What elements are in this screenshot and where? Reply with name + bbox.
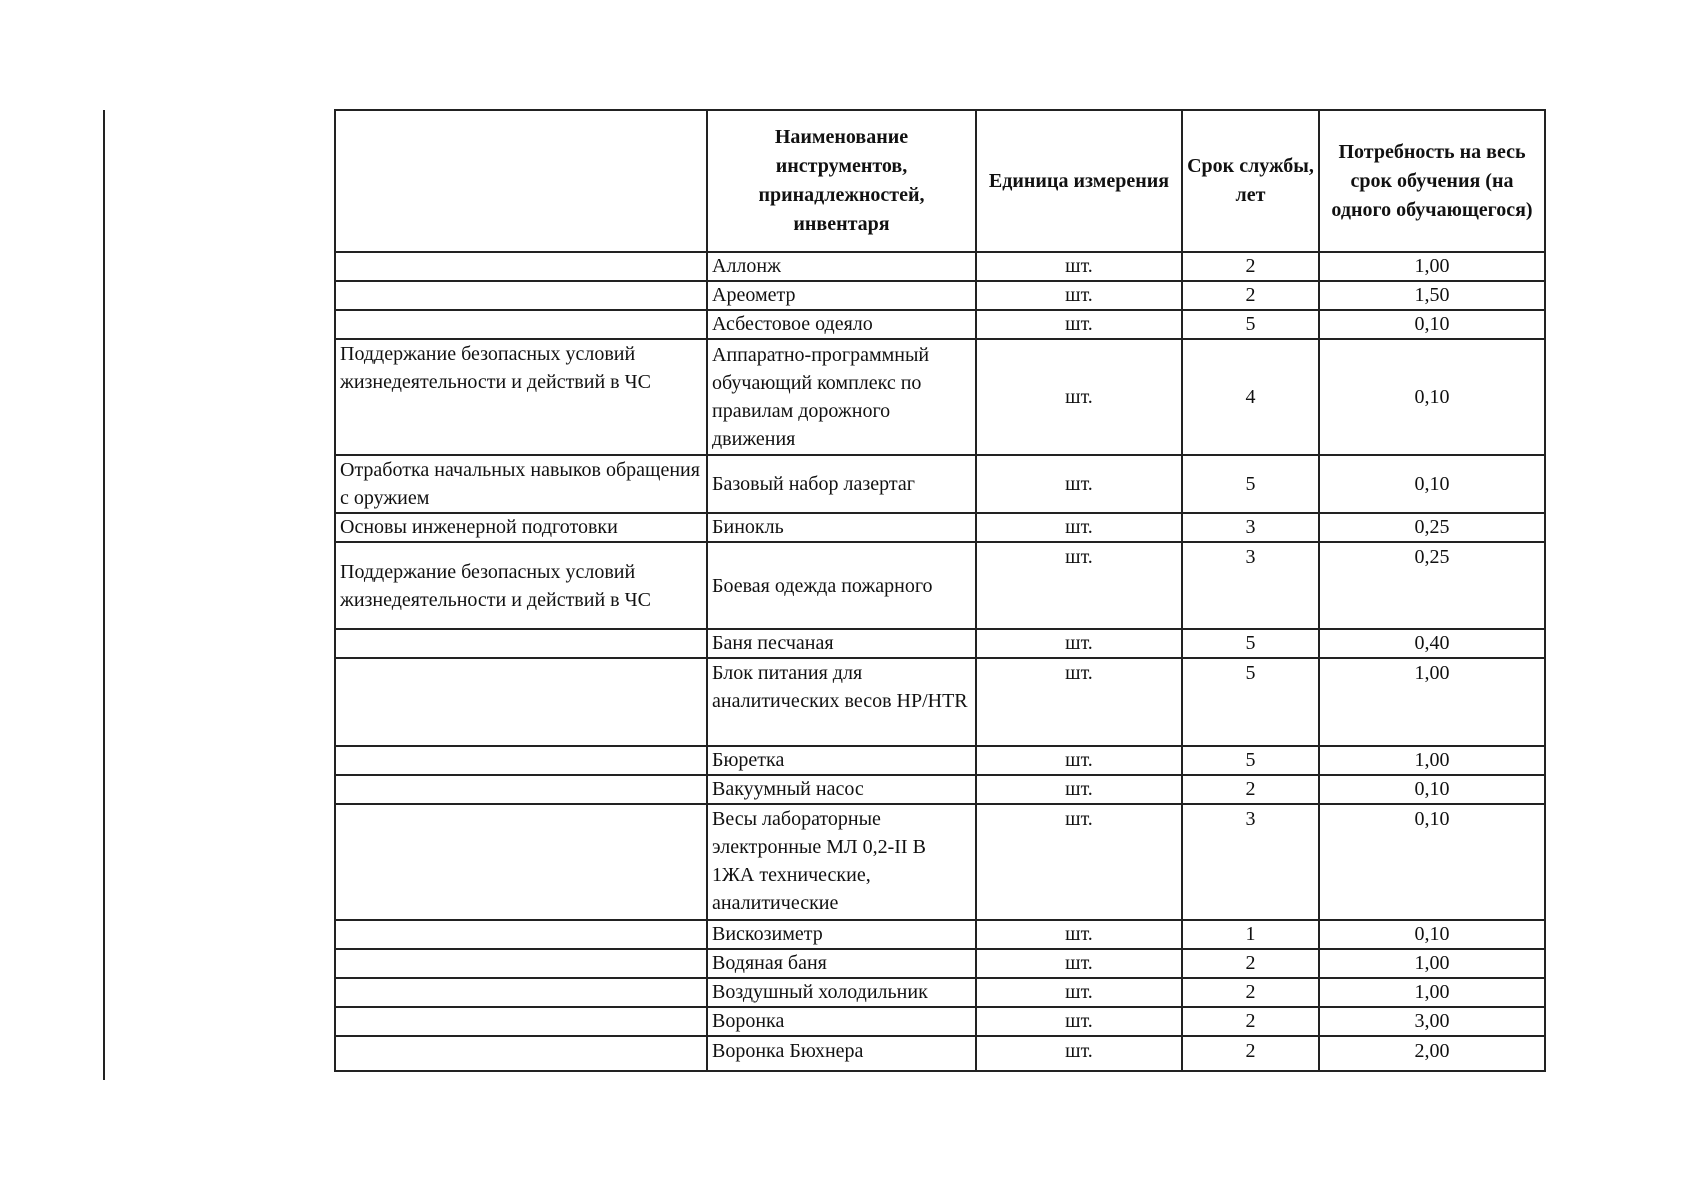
cell-area: Основы инженерной подготовки: [335, 513, 707, 542]
cell-unit: шт.: [976, 746, 1182, 775]
table-row: [335, 920, 1545, 949]
cell-unit: шт.: [976, 804, 1182, 920]
cell-need: 2,00: [1319, 1036, 1545, 1071]
header-need: Потребность на весь срок обучения (на одного обучающегося): [1319, 110, 1545, 252]
cell-name: Аппаратно-программный обучающий комплекс по правилам дорожного движения: [707, 339, 976, 455]
cell-need: 0,10: [1319, 920, 1545, 949]
cell-unit: шт.: [976, 455, 1182, 513]
cell-need: 1,00: [1319, 252, 1545, 281]
cell-area: Отработка начальных навыков обращения с оружием: [335, 455, 707, 513]
cell-name: Вакуумный насос: [707, 775, 976, 804]
table-row: [335, 804, 1545, 920]
cell-area: Поддержание безопасных условий жизнедеятельности и действий в ЧС: [335, 339, 707, 455]
cell-service-life: 5: [1182, 658, 1319, 746]
cell-name: Вискозиметр: [707, 920, 976, 949]
cell-need: 0,25: [1319, 513, 1545, 542]
cell-service-life: 2: [1182, 252, 1319, 281]
cell-area: [335, 746, 707, 775]
cell-service-life: 5: [1182, 746, 1319, 775]
cell-need: 0,10: [1319, 775, 1545, 804]
cell-service-life: 3: [1182, 542, 1319, 629]
cell-service-life: 5: [1182, 310, 1319, 339]
cell-need: 3,00: [1319, 1007, 1545, 1036]
cell-area: [335, 775, 707, 804]
cell-name: Бюретка: [707, 746, 976, 775]
cell-service-life: 5: [1182, 455, 1319, 513]
page-margin-line: [103, 110, 105, 1080]
cell-unit: шт.: [976, 978, 1182, 1007]
table-row: [335, 252, 1545, 281]
cell-need: 0,10: [1319, 804, 1545, 920]
table-row: [335, 1007, 1545, 1036]
table-row: [335, 949, 1545, 978]
table-row: [335, 339, 1545, 455]
header-area: [335, 110, 707, 252]
cell-need: 0,10: [1319, 455, 1545, 513]
cell-unit: шт.: [976, 1007, 1182, 1036]
cell-area: [335, 658, 707, 746]
cell-area: Поддержание безопасных условий жизнедеятельности и действий в ЧС: [335, 542, 707, 629]
table-row: [335, 310, 1545, 339]
table-row: [335, 629, 1545, 658]
cell-unit: шт.: [976, 1036, 1182, 1071]
cell-need: 1,00: [1319, 949, 1545, 978]
cell-area: [335, 1036, 707, 1071]
table-row: [335, 542, 1545, 629]
cell-need: 0,25: [1319, 542, 1545, 629]
cell-service-life: 1: [1182, 920, 1319, 949]
cell-unit: шт.: [976, 775, 1182, 804]
cell-service-life: 3: [1182, 513, 1319, 542]
cell-need: 1,00: [1319, 658, 1545, 746]
cell-service-life: 3: [1182, 804, 1319, 920]
table-header-row: [335, 110, 1545, 252]
cell-service-life: 2: [1182, 949, 1319, 978]
cell-need: 0,10: [1319, 339, 1545, 455]
cell-area: [335, 920, 707, 949]
table-row: [335, 658, 1545, 746]
table-row: [335, 1036, 1545, 1071]
cell-name: Базовый набор лазертаг: [707, 455, 976, 513]
cell-area: [335, 629, 707, 658]
cell-need: 0,40: [1319, 629, 1545, 658]
cell-service-life: 2: [1182, 1007, 1319, 1036]
table-row: [335, 281, 1545, 310]
cell-service-life: 4: [1182, 339, 1319, 455]
cell-service-life: 2: [1182, 1036, 1319, 1071]
header-unit: Единица измерения: [976, 110, 1182, 252]
cell-unit: шт.: [976, 629, 1182, 658]
cell-name: Воронка Бюхнера: [707, 1036, 976, 1071]
cell-name: Воздушный холодильник: [707, 978, 976, 1007]
cell-name: Бинокль: [707, 513, 976, 542]
cell-service-life: 2: [1182, 281, 1319, 310]
cell-unit: шт.: [976, 949, 1182, 978]
cell-name: Воронка: [707, 1007, 976, 1036]
cell-name: Баня песчаная: [707, 629, 976, 658]
cell-name: Весы лабораторные электронные МЛ 0,2-II В 1ЖА технические, аналитические: [707, 804, 976, 920]
cell-unit: шт.: [976, 310, 1182, 339]
cell-need: 1,50: [1319, 281, 1545, 310]
cell-service-life: 5: [1182, 629, 1319, 658]
header-service-life: Срок службы, лет: [1182, 110, 1319, 252]
cell-need: 1,00: [1319, 978, 1545, 1007]
cell-name: Блок питания для аналитических весов HP/HTR: [707, 658, 976, 746]
header-name: Наименование инструментов, принадлежностей, инвентаря: [707, 110, 976, 252]
cell-name: Боевая одежда пожарного: [707, 542, 976, 629]
cell-area: [335, 804, 707, 920]
table-row: [335, 513, 1545, 542]
cell-area: [335, 1007, 707, 1036]
cell-name: Ареометр: [707, 281, 976, 310]
cell-area: [335, 949, 707, 978]
cell-area: [335, 310, 707, 339]
cell-unit: шт.: [976, 252, 1182, 281]
cell-service-life: 2: [1182, 775, 1319, 804]
cell-unit: шт.: [976, 542, 1182, 629]
cell-unit: шт.: [976, 281, 1182, 310]
cell-unit: шт.: [976, 339, 1182, 455]
cell-area: [335, 978, 707, 1007]
cell-need: 0,10: [1319, 310, 1545, 339]
table-row: [335, 775, 1545, 804]
cell-name: Асбестовое одеяло: [707, 310, 976, 339]
cell-unit: шт.: [976, 920, 1182, 949]
cell-unit: шт.: [976, 658, 1182, 746]
cell-need: 1,00: [1319, 746, 1545, 775]
cell-area: [335, 281, 707, 310]
table-row: [335, 978, 1545, 1007]
table-row: [335, 455, 1545, 513]
cell-area: [335, 252, 707, 281]
cell-unit: шт.: [976, 513, 1182, 542]
cell-name: Водяная баня: [707, 949, 976, 978]
table-row: [335, 746, 1545, 775]
cell-name: Аллонж: [707, 252, 976, 281]
cell-service-life: 2: [1182, 978, 1319, 1007]
inventory-table: [334, 109, 1546, 1072]
